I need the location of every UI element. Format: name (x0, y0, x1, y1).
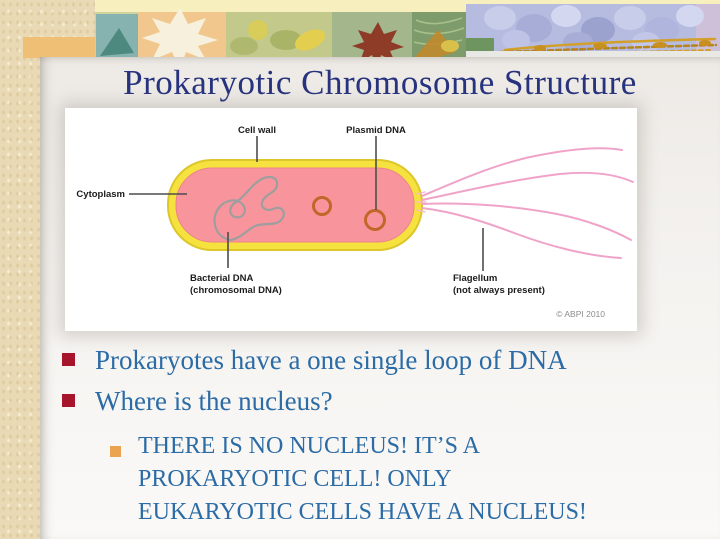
bacterial-dna-label-line2: (chromosomal DNA) (190, 285, 282, 296)
flagellum-label: Flagellum (453, 273, 498, 284)
orange-accent-bar (23, 37, 97, 58)
green-tuft (466, 38, 494, 52)
sub-bullet-text-line-2: PROKARYOTIC CELL! ONLY (138, 466, 452, 492)
sunflower-icon (248, 20, 268, 40)
gold-leaf-highlight (441, 40, 459, 52)
cytoplasm-label: Cytoplasm (76, 189, 125, 200)
plasmid-dna-label: Plasmid DNA (346, 125, 406, 136)
flagellum-label-line2: (not always present) (453, 285, 545, 296)
sub-bullet-text-line-1: THERE IS NO NUCLEUS! IT’S A (138, 433, 480, 459)
sub-bullet-text-line-3: EUKARYOTIC CELLS HAVE A NUCLEUS! (138, 499, 587, 525)
foliage-texture (230, 37, 258, 55)
sub-bullet-square-icon (110, 446, 121, 457)
autumn-collage-banner (0, 0, 720, 60)
bullet-square-icon (62, 353, 75, 366)
slide (40, 57, 720, 539)
bacterial-dna-label: Bacterial DNA (190, 273, 254, 284)
bullet-square-icon (62, 394, 75, 407)
flagella (417, 148, 633, 258)
copyright-credit: © ABPI 2010 (556, 309, 605, 319)
bullet-text-2: Where is the nucleus? (95, 386, 333, 416)
slide-title: Prokaryotic Chromosome Structure (123, 63, 637, 102)
bullet-text-1: Prokaryotes have a one single loop of DNA (95, 345, 567, 375)
cell-wall-label: Cell wall (237, 125, 277, 136)
cytoplasm-shape (176, 168, 414, 242)
diagram-figure (65, 108, 637, 331)
